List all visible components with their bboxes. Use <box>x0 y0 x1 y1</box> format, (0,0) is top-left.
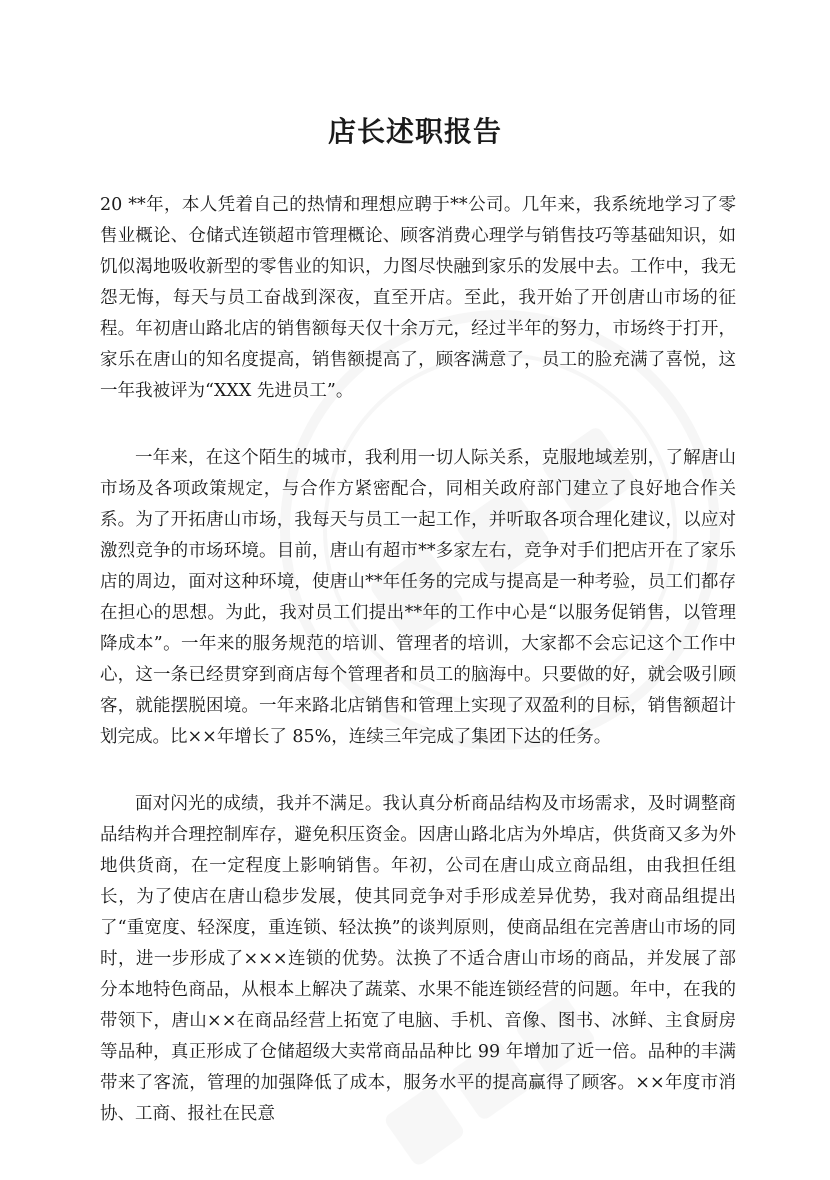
document-body <box>100 190 736 1166</box>
paragraph-3: 面对闪光的成绩，我并不满足。我认真分析商品结构及市场需求，及时调整商品结构并合理控制库存，避免积压资金。因唐山路北店为外埠店，供货商又多为外地供货商，在一定程度上影响销售。年初，公司在唐山成立商品组，由我担任组长，为了使店在唐山稳步发展，使其同竞争对手形成差异优势，我对商品组提出了“重宽度、轻深度，重连锁、轻汰换”的谈判原则，使商品组在完善唐山市场的同时，进一步形成了×××连锁的优势。汰换了不适合唐山市场的商品，并发展了部分本地特色商品，从根本上解决了蔬菜、水果不能连锁经营的问题。年中，在我的带领下，唐山××在商品经营上拓宽了电脑、手机、音像、图书、冰鲜、主食厨房等品种，真正形成了仓储超级大卖常商品品种比 99 年增加了近一倍。品种的丰满带来了客流，管理的加强降低了成本，服务水平的提高赢得了顾客。××年度市消协、工商、报社在民意 <box>100 794 736 1124</box>
document-title: 店长述职报告 <box>327 115 502 148</box>
paragraph-2: 一年来，在这个陌生的城市，我利用一切人际关系，克服地域差别，了解唐山市场及各项政策规定，与合作方紧密配合，同相关政府部门建立了良好地合作关系。为了开拓唐山市场，我每天与员工一起工作，并听取各项合理化建议，以应对激烈竞争的市场环境。目前，唐山有超市**多家左右，竞争对手们把店开在了家乐店的周边，面对这种环境，使唐山**年任务的完成与提高是一种考验，员工们都存在担心的思想。为此，我对员工们提出**年的工作中心是“以服务促销售，以管理降成本”。一年来的服务规范的培训、管理者的培训，大家都不会忘记这个工作中心，这一条已经贯穿到商店每个管理者和员工的脑海中。只要做的好，就会吸引顾客，就能摆脱困境。一年来路北店销售和管理上实现了双盈利的目标，销售额超计划完成。比××年增长了 85%，连续三年完成了集团下达的任务。 <box>100 448 736 747</box>
paragraph-1: 20 **年，本人凭着自己的热情和理想应聘于**公司。几年来，我系统地学习了零售业概论、仓储式连锁超市管理概论、顾客消费心理学与销售技巧等基础知识，如饥似渴地吸收新型的零售业的知识，力图尽快融到家乐的发展中去。工作中，我无怨无悔，每天与员工奋战到深夜，直至开店。至此，我开始了开创唐山市场的征程。年初唐山路北店的销售额每天仅十余万元，经过半年的努力，市场终于打开，家乐在唐山的知名度提高，销售额提高了，顾客满意了，员工的脸充满了喜悦，这一年我被评为“XXX 先进员工”。 <box>100 195 736 401</box>
